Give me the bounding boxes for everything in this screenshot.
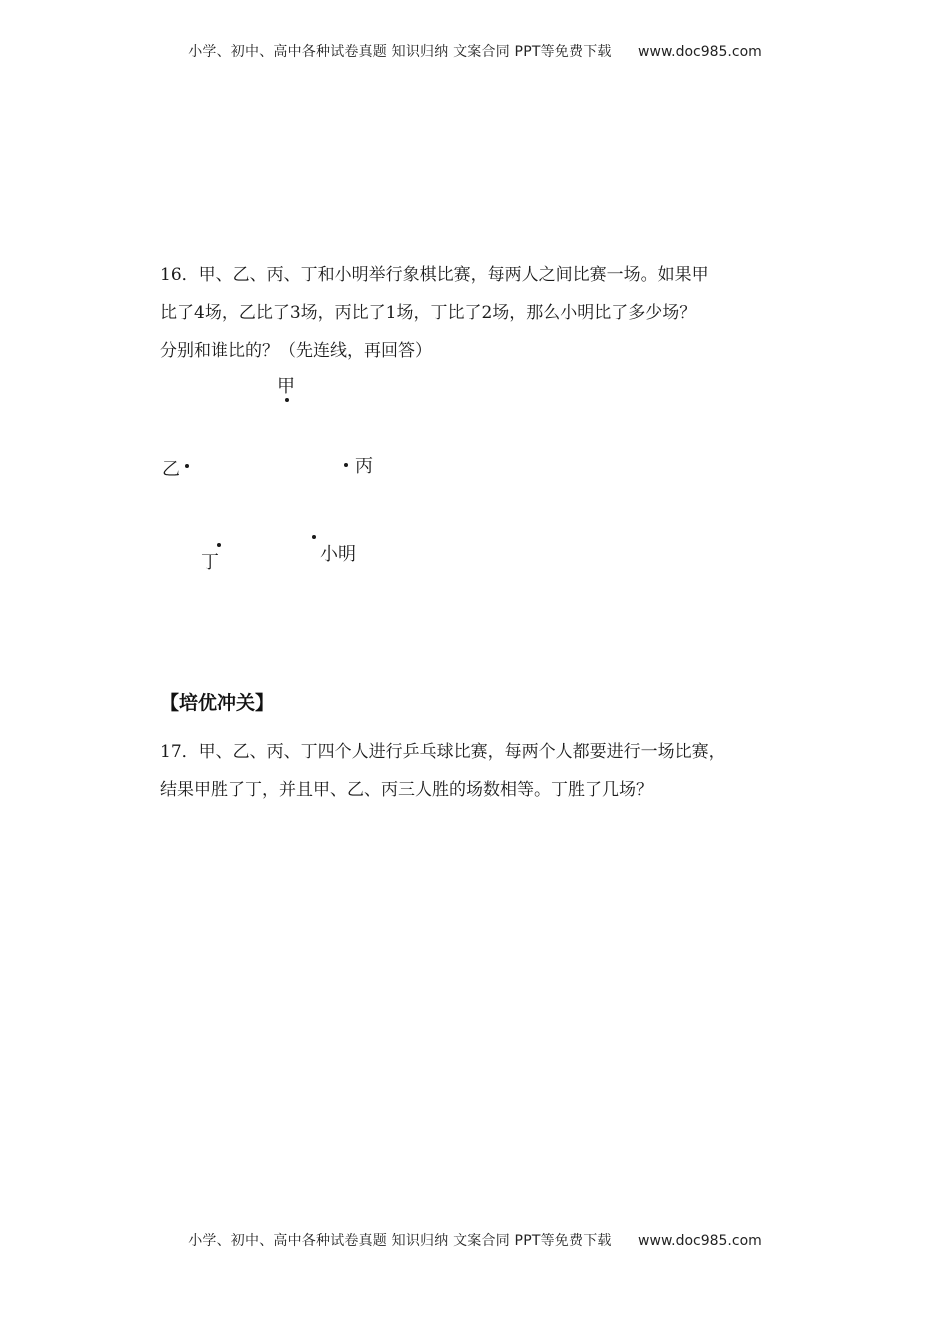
- section-title: 【培优冲关】: [160, 692, 275, 714]
- dot-xiaoming[interactable]: [312, 535, 316, 539]
- dot-jia[interactable]: [285, 398, 289, 402]
- header-site-link[interactable]: www.doc985.com: [638, 44, 762, 60]
- label-jia: 甲: [277, 376, 295, 397]
- dot-yi[interactable]: [185, 464, 189, 468]
- dot-bing[interactable]: [344, 463, 348, 467]
- question-16-line-3: 分别和谁比的？（先连线，再回答）: [160, 341, 432, 361]
- dot-ding[interactable]: [217, 543, 221, 547]
- footer-text: 小学、初中、高中各种试卷真题 知识归纳 文案合同 PPT等免费下载: [188, 1233, 612, 1249]
- question-16: [160, 256, 800, 370]
- page-footer: [0, 1230, 950, 1250]
- question-16-line-2: 比了4场，乙比了3场，丙比了1场，丁比了2场，那么小明比了多少场？: [160, 303, 697, 323]
- question-17-line-2: 结果甲胜了丁，并且甲、乙、丙三人胜的场数相等。丁胜了几场？: [160, 780, 653, 800]
- label-yi: 乙: [162, 459, 180, 480]
- question-16-line-1: 16．甲、乙、丙、丁和小明举行象棋比赛，每两人之间比赛一场。如果甲: [160, 265, 709, 285]
- footer-site-link[interactable]: www.doc985.com: [638, 1233, 762, 1249]
- page-header: [0, 41, 950, 61]
- label-xiaoming: 小明: [320, 544, 356, 565]
- header-text: 小学、初中、高中各种试卷真题 知识归纳 文案合同 PPT等免费下载: [188, 44, 612, 60]
- label-ding: 丁: [201, 552, 219, 573]
- question-17-line-1: 17．甲、乙、丙、丁四个人进行乒乓球比赛，每两个人都要进行一场比赛，: [160, 742, 726, 762]
- label-bing: 丙: [355, 456, 373, 477]
- question-17: [160, 733, 800, 809]
